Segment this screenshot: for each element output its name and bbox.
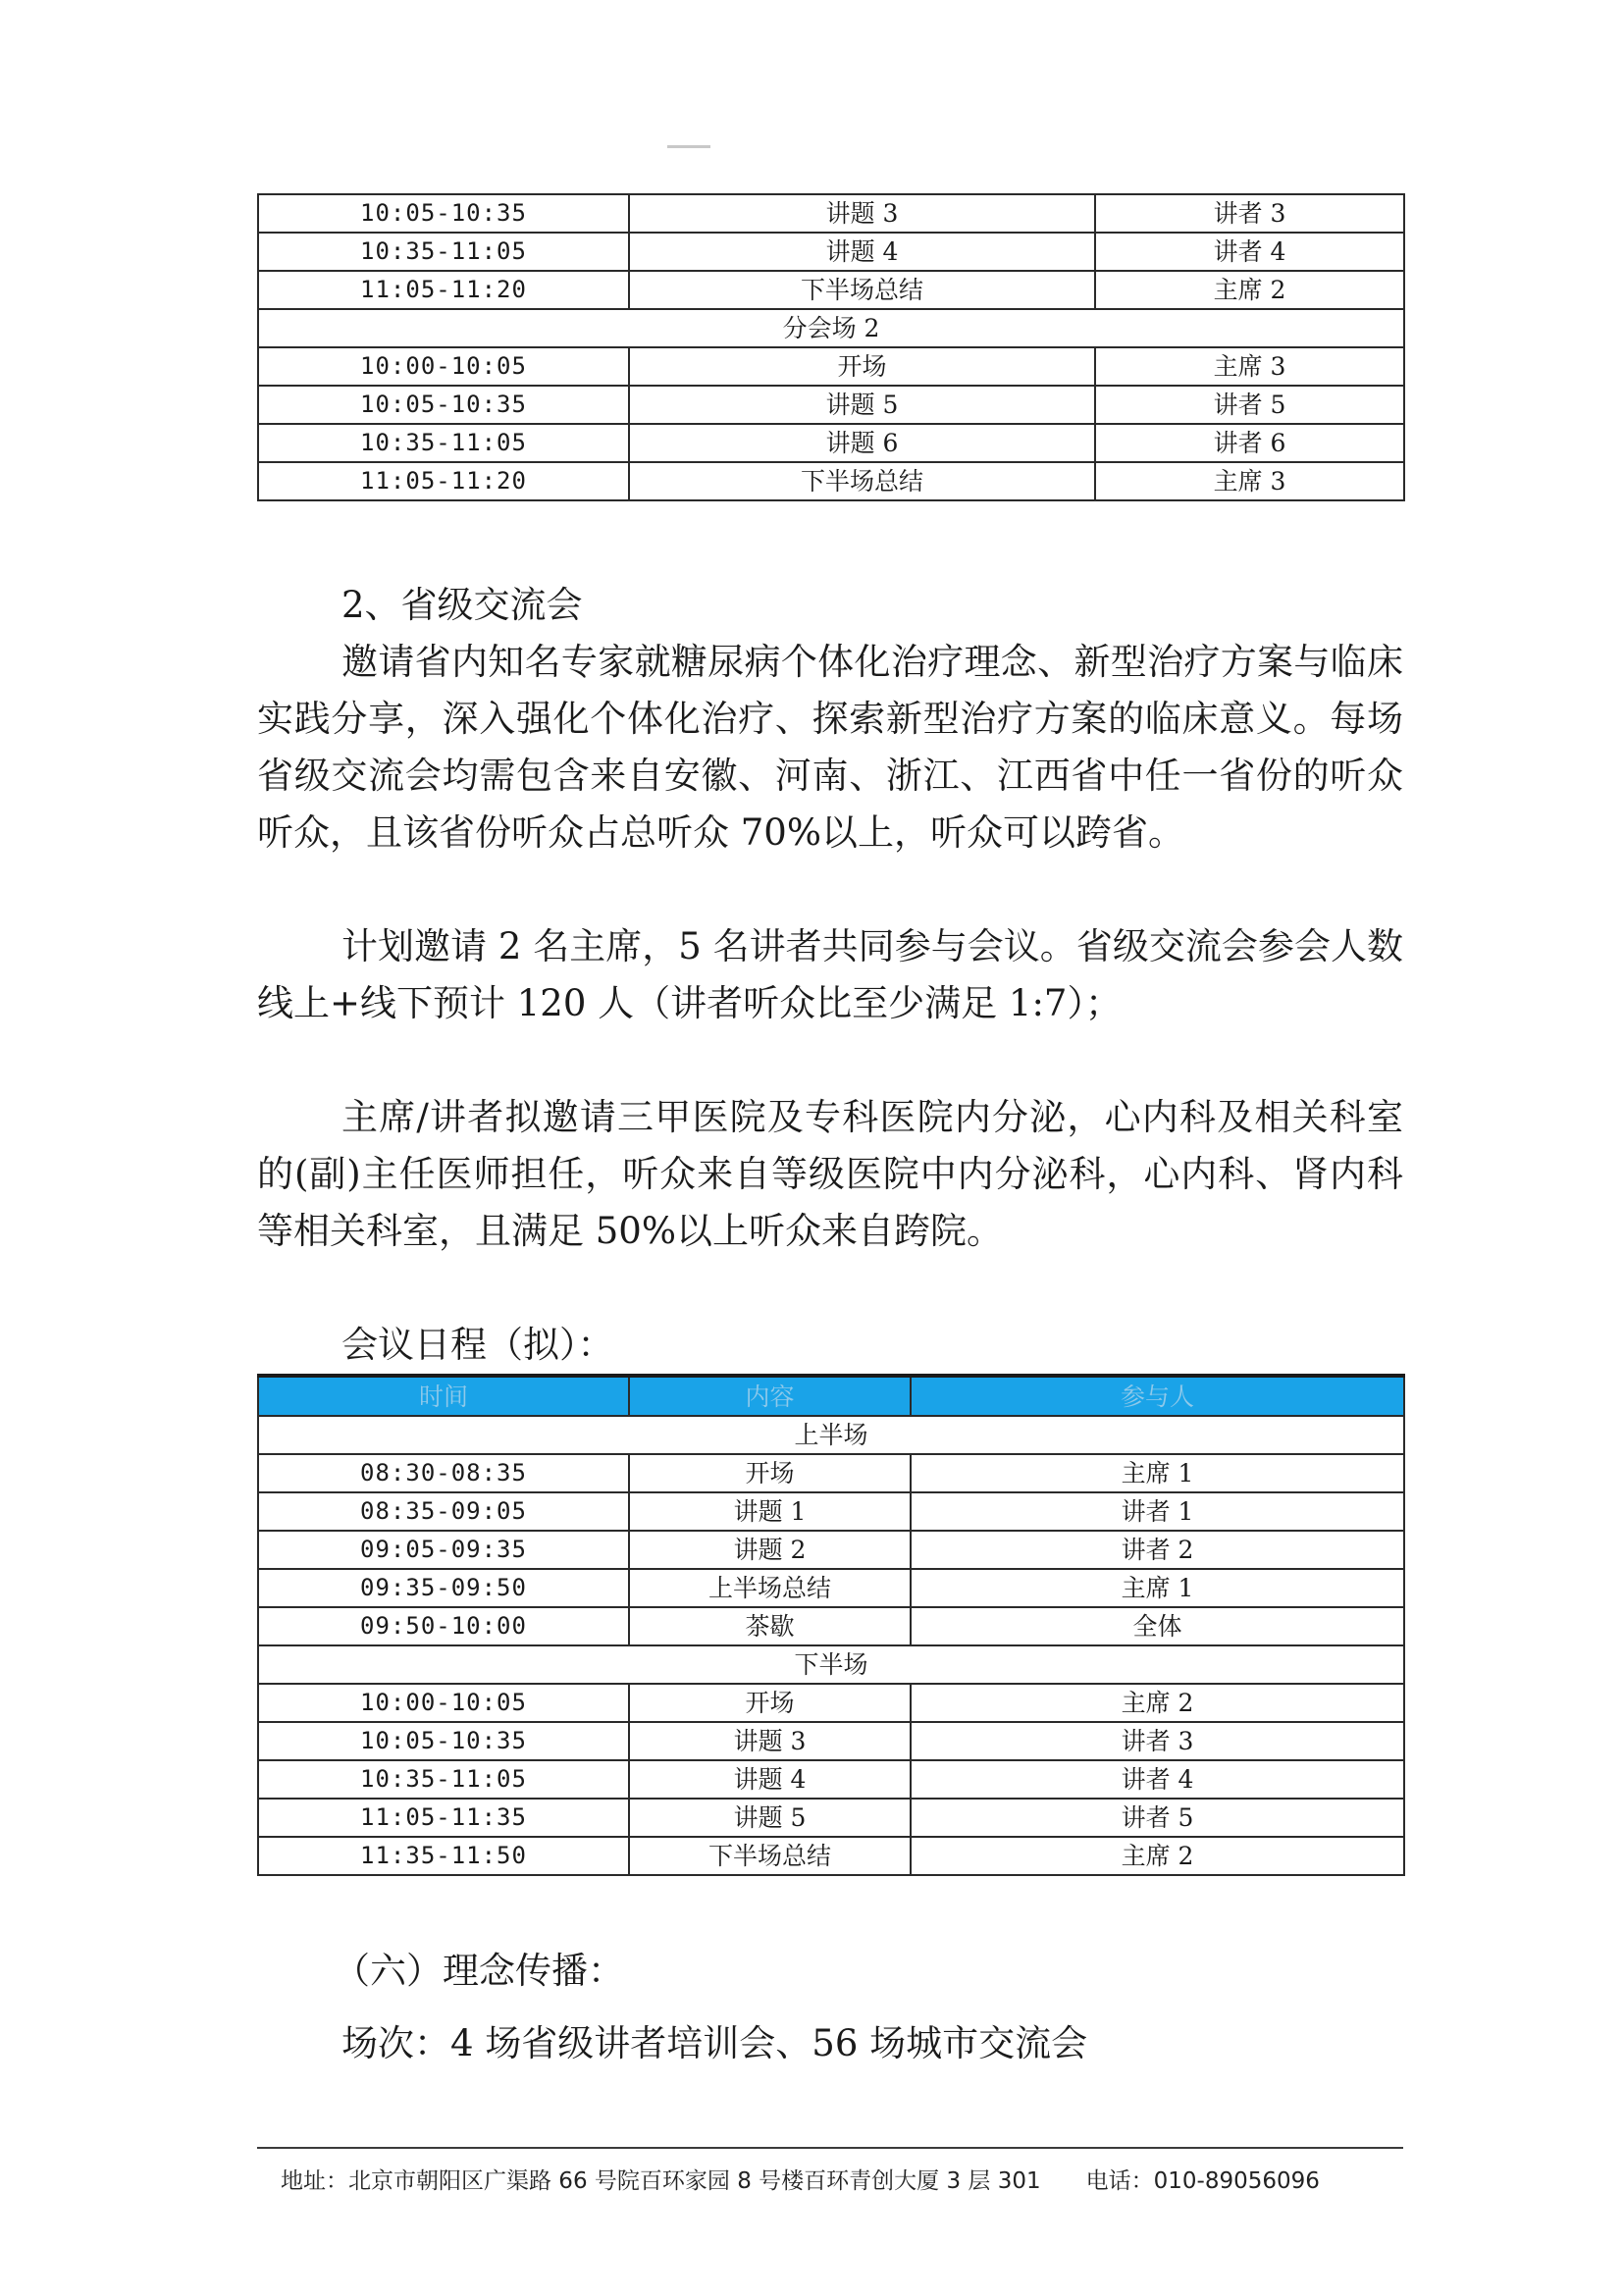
person-cell: 全体 — [911, 1607, 1404, 1645]
table-row — [258, 1722, 1404, 1760]
table-row — [258, 462, 1404, 500]
header-time: 时间 — [258, 1376, 629, 1416]
table-row — [258, 1799, 1404, 1837]
content-cell: 下半场总结 — [629, 1837, 911, 1875]
table-row — [258, 1607, 1404, 1645]
person-cell: 主席 2 — [911, 1684, 1404, 1722]
header-content: 内容 — [629, 1376, 911, 1416]
time-cell: 09:05-09:35 — [258, 1531, 629, 1569]
table-header-row — [258, 1376, 1404, 1416]
section6-sessions: 场次：4 场省级讲者培训会、56 场城市交流会 — [341, 2022, 1088, 2064]
scan-mark — [667, 145, 710, 148]
person-cell: 主席 2 — [1095, 271, 1404, 309]
section-heading: 2、省级交流会 — [341, 584, 583, 626]
schedule-table-continued — [257, 193, 1405, 501]
content-cell: 讲题 6 — [629, 424, 1095, 462]
content-cell: 下半场总结 — [629, 462, 1095, 500]
time-cell: 10:35-11:05 — [258, 1760, 629, 1799]
time-cell: 11:35-11:50 — [258, 1837, 629, 1875]
content-cell: 讲题 5 — [629, 386, 1095, 424]
person-cell: 讲者 5 — [911, 1799, 1404, 1837]
content-cell: 讲题 3 — [629, 1722, 911, 1760]
content-cell: 茶歇 — [629, 1607, 911, 1645]
person-cell: 主席 1 — [911, 1454, 1404, 1492]
time-cell: 09:50-10:00 — [258, 1607, 629, 1645]
person-cell: 讲者 1 — [911, 1492, 1404, 1531]
time-cell: 11:05-11:35 — [258, 1799, 629, 1837]
footer — [281, 2163, 1320, 2195]
content-cell: 上半场总结 — [629, 1569, 911, 1607]
content-cell: 讲题 4 — [629, 1760, 911, 1799]
person-cell: 讲者 3 — [911, 1722, 1404, 1760]
time-cell: 08:35-09:05 — [258, 1492, 629, 1531]
content-cell: 开场 — [629, 347, 1095, 386]
content-cell: 开场 — [629, 1684, 911, 1722]
table-row — [258, 233, 1404, 271]
time-cell: 10:05-10:35 — [258, 386, 629, 424]
time-cell: 10:05-10:35 — [258, 194, 629, 233]
person-cell: 讲者 3 — [1095, 194, 1404, 233]
content-cell: 讲题 5 — [629, 1799, 911, 1837]
person-cell: 讲者 5 — [1095, 386, 1404, 424]
section6-heading: （六）理念传播： — [334, 1950, 624, 1992]
agenda-table — [257, 1374, 1405, 1876]
section-title-cell: 分会场 2 — [258, 309, 1404, 347]
table-row — [258, 1837, 1404, 1875]
person-cell: 讲者 4 — [911, 1760, 1404, 1799]
person-cell: 讲者 2 — [911, 1531, 1404, 1569]
section-row — [258, 1416, 1404, 1454]
person-cell: 主席 1 — [911, 1569, 1404, 1607]
time-cell: 10:00-10:05 — [258, 347, 629, 386]
paragraph-1: 邀请省内知名专家就糖尿病个体化治疗理念、新型治疗方案与临床实践分享，深入强化个体化治疗、探索新型治疗方案的临床意义。每场省级交流会均需包含来自安徽、河南、浙江、江西省中任一省份的听众听众，且该省份听众占总听众 70%以上，听众可以跨省。 — [257, 641, 1403, 854]
content-cell: 下半场总结 — [629, 271, 1095, 309]
content-cell: 讲题 2 — [629, 1531, 911, 1569]
section-row — [258, 309, 1404, 347]
paragraph-3: 主席/讲者拟邀请三甲医院及专科医院内分泌，心内科及相关科室的(副)主任医师担任，听众来自等级医院中内分泌科，心内科、肾内科等相关科室，且满足 50%以上听众来自跨院。 — [257, 1096, 1403, 1252]
time-cell: 10:35-11:05 — [258, 233, 629, 271]
table-row — [258, 1492, 1404, 1531]
table-row — [258, 1569, 1404, 1607]
content-cell: 讲题 4 — [629, 233, 1095, 271]
time-cell: 09:35-09:50 — [258, 1569, 629, 1607]
person-cell: 主席 3 — [1095, 462, 1404, 500]
table-row — [258, 194, 1404, 233]
paragraph-2: 计划邀请 2 名主席，5 名讲者共同参与会议。省级交流会参会人数线上+线下预计 120 人（讲者听众比至少满足 1:7）； — [257, 925, 1403, 1024]
table-row — [258, 1684, 1404, 1722]
time-cell: 08:30-08:35 — [258, 1454, 629, 1492]
person-cell: 主席 2 — [911, 1837, 1404, 1875]
section-title-cell: 下半场 — [258, 1645, 1404, 1684]
table-row — [258, 1531, 1404, 1569]
table-row — [258, 1760, 1404, 1799]
section-row — [258, 1645, 1404, 1684]
table-row — [258, 347, 1404, 386]
time-cell: 11:05-11:20 — [258, 462, 629, 500]
footer-divider — [257, 2147, 1403, 2149]
table-row — [258, 424, 1404, 462]
table-row — [258, 1454, 1404, 1492]
footer-phone: 电话：010-89056096 — [1085, 2168, 1320, 2194]
time-cell: 11:05-11:20 — [258, 271, 629, 309]
content-cell: 讲题 3 — [629, 194, 1095, 233]
person-cell: 讲者 6 — [1095, 424, 1404, 462]
section-title-cell: 上半场 — [258, 1416, 1404, 1454]
content-cell: 讲题 1 — [629, 1492, 911, 1531]
time-cell: 10:00-10:05 — [258, 1684, 629, 1722]
time-cell: 10:35-11:05 — [258, 424, 629, 462]
content-cell: 开场 — [629, 1454, 911, 1492]
footer-address: 地址：北京市朝阳区广渠路 66 号院百环家园 8 号楼百环青创大厦 3 层 301 — [281, 2168, 1041, 2194]
table-row — [258, 271, 1404, 309]
table-row — [258, 386, 1404, 424]
person-cell: 讲者 4 — [1095, 233, 1404, 271]
person-cell: 主席 3 — [1095, 347, 1404, 386]
header-person: 参与人 — [911, 1376, 1404, 1416]
time-cell: 10:05-10:35 — [258, 1722, 629, 1760]
agenda-label: 会议日程（拟）： — [341, 1324, 614, 1366]
